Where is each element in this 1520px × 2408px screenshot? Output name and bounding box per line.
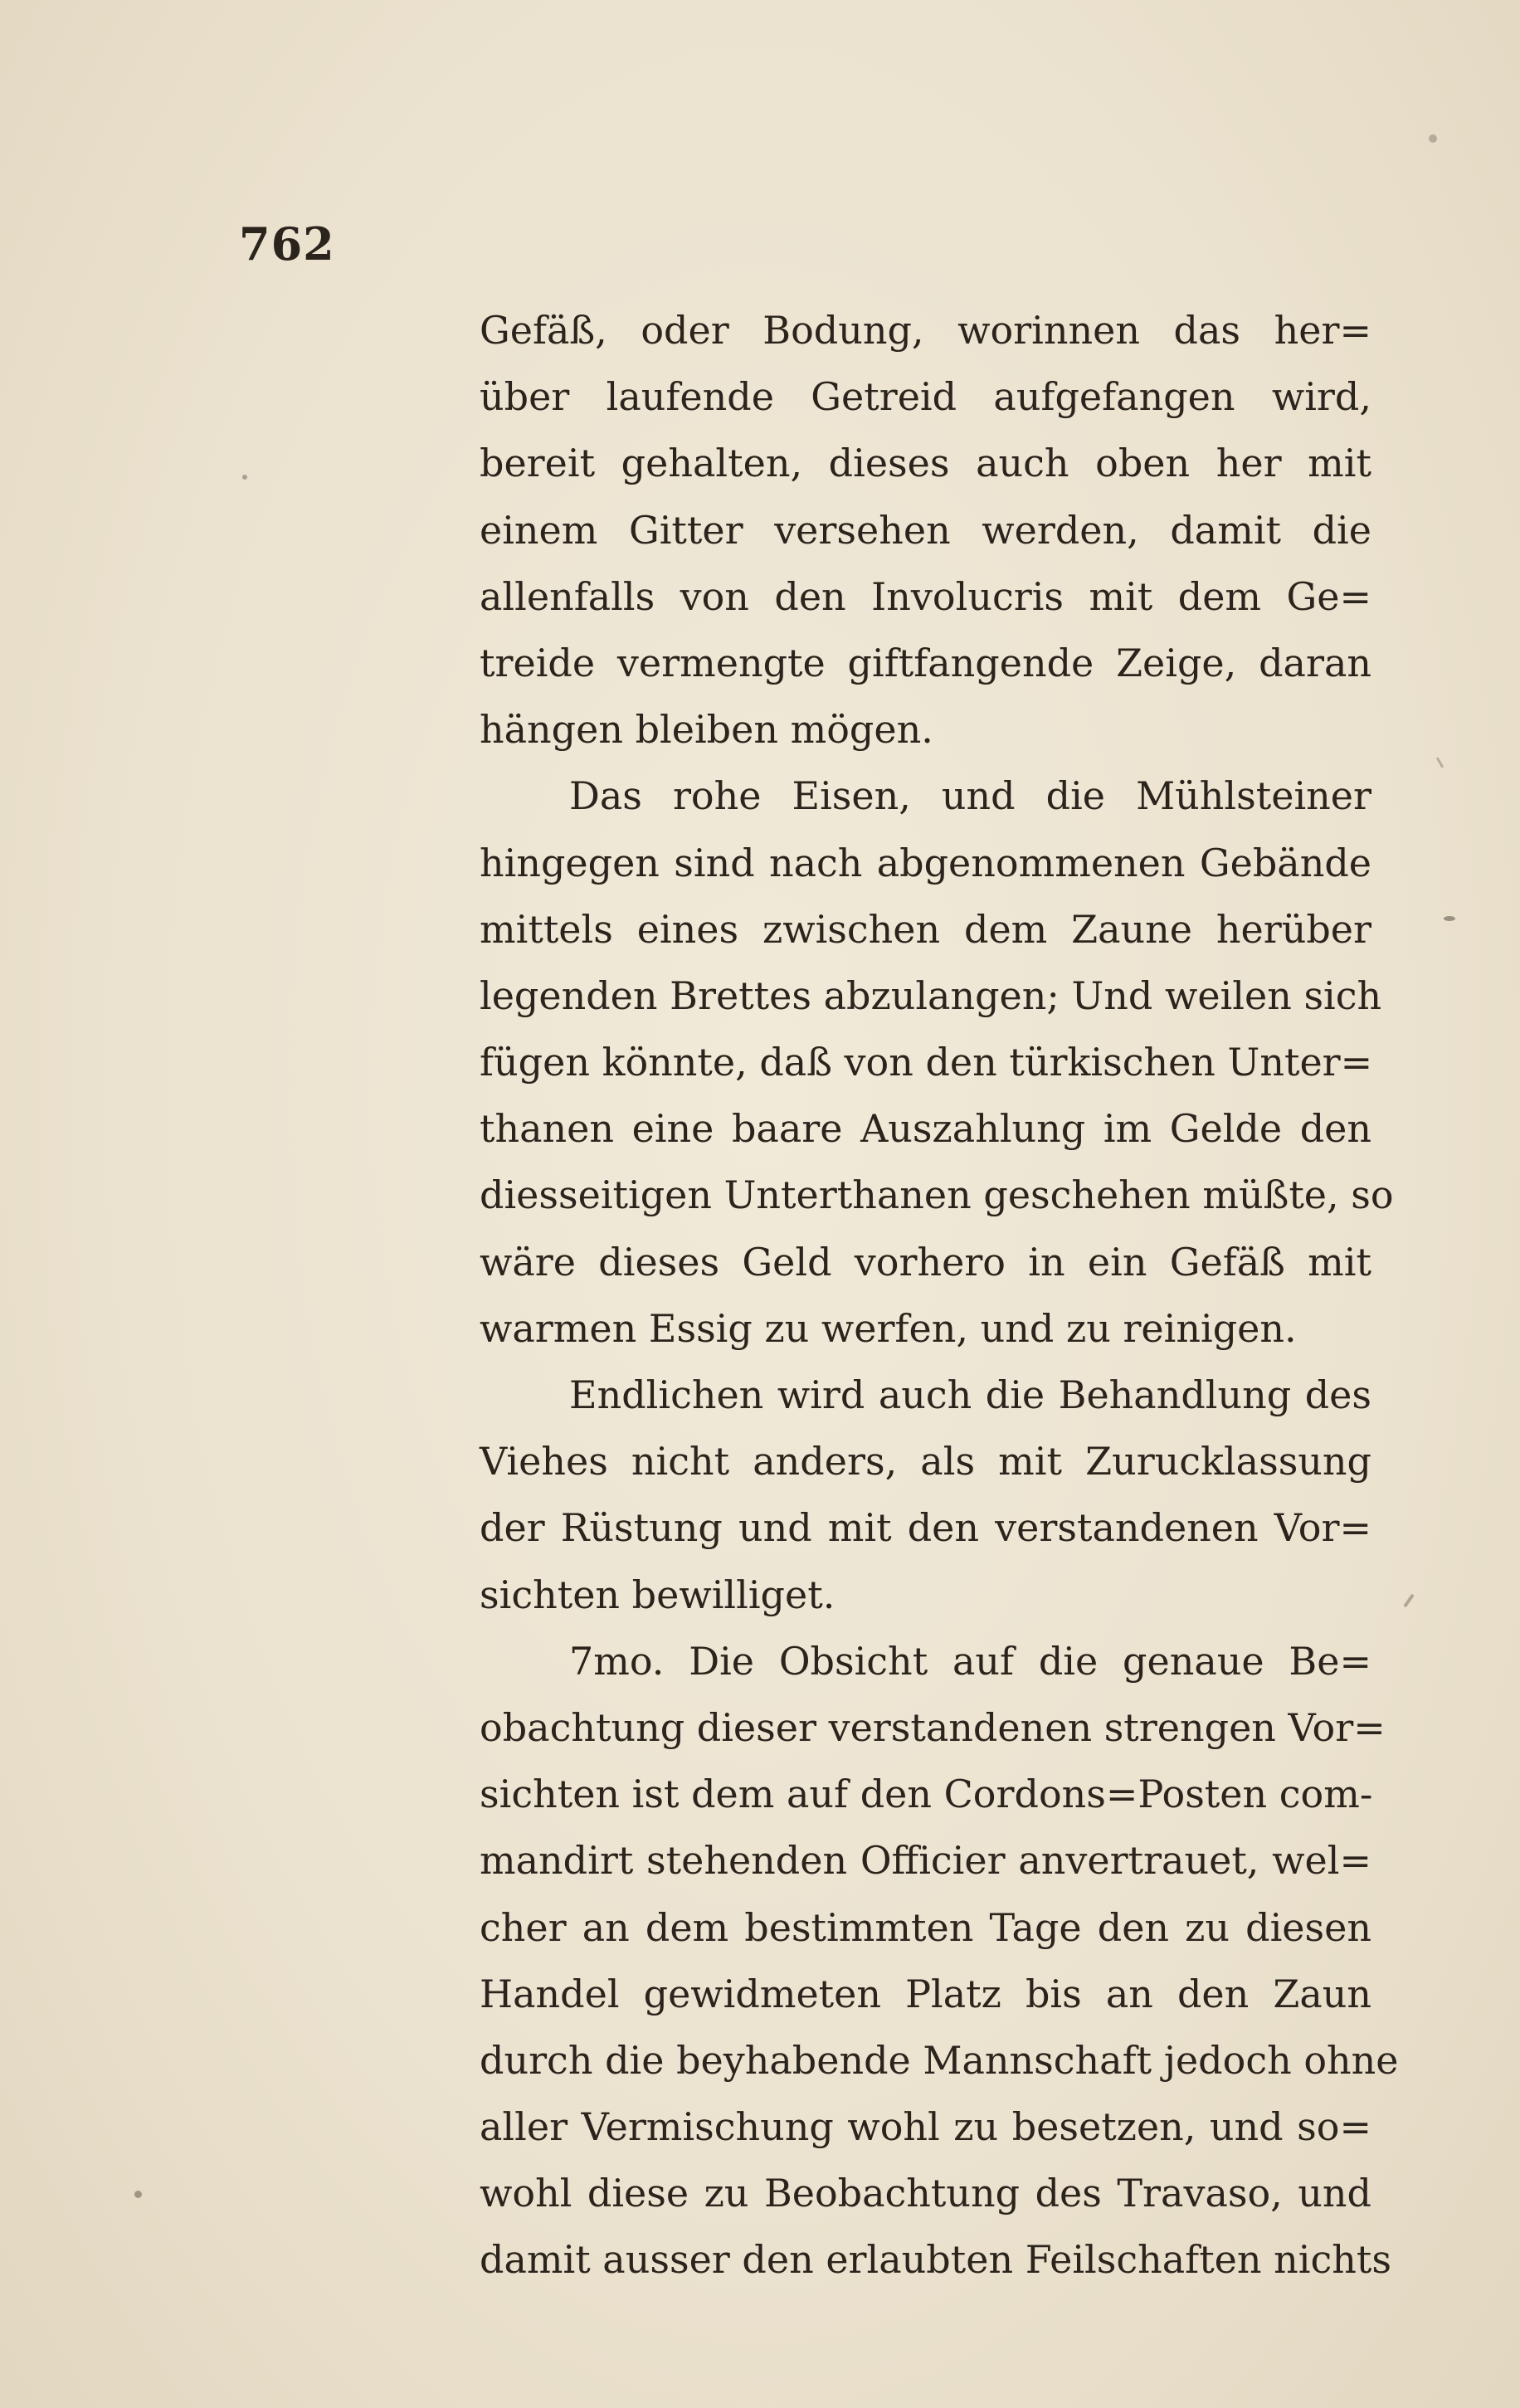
text-line: wäre dieses Geld vorhero in ein Gefäß mit [480, 1239, 1371, 1284]
text-line: Gefäß, oder Bodung, worinnen das her= [480, 308, 1371, 353]
text-line: cher an dem bestimmten Tage den zu diesen [480, 1904, 1371, 1950]
paper-speck [1429, 134, 1437, 143]
paper-speck [1444, 916, 1455, 921]
paper-speck [242, 475, 247, 480]
text-line: mittels eines zwischen dem Zaune herüber [480, 906, 1371, 952]
text-line: Viehes nicht anders, als mit Zurucklassung [480, 1439, 1371, 1484]
text-line: thanen eine baare Auszahlung im Gelde den [480, 1106, 1371, 1152]
text-line: der Rüstung und mit den verstandenen Vor= [480, 1505, 1371, 1551]
text-line: Handel gewidmeten Platz bis an den Zaun [480, 1971, 1371, 2016]
text-line: treide vermengte giftfangende Zeige, daran [480, 640, 1371, 685]
text-line: über laufende Getreid aufgefangen wird, [480, 374, 1371, 420]
text-line: damit ausser den erlaubten Feilschaften nichts [480, 2237, 1391, 2283]
text-line: bereit gehalten, dieses auch oben her mit [480, 441, 1371, 486]
text-line: durch die beyhabende Mannschaft jedoch ohne [480, 2037, 1399, 2083]
text-line: aller Vermischung wohl zu besetzen, und so= [480, 2104, 1371, 2150]
text-line: mandirt stehenden Officier anvertrauet, wel= [480, 1838, 1371, 1884]
text-line: wohl diese zu Beobachtung des Travaso, und [480, 2171, 1371, 2216]
paragraph-start-line: Das rohe Eisen, und die Mühlsteiner [569, 773, 1371, 819]
paper-speck [1436, 757, 1444, 768]
paper-speck [134, 2191, 142, 2198]
text-line: warmen Essig zu werfen, und zu reinigen. [480, 1305, 1297, 1351]
text-line: sichten ist dem auf den Cordons=Posten com- [480, 1772, 1373, 1817]
text-line: fügen könnte, daß von den türkischen Unter= [480, 1040, 1373, 1085]
paper-speck [1403, 1593, 1415, 1607]
text-line: sichten bewilliget. [480, 1572, 836, 1617]
paragraph-start-line: 7mo. Die Obsicht auf die genaue Be= [569, 1638, 1371, 1684]
body-text [480, 297, 1399, 2293]
text-line: einem Gitter versehen werden, damit die [480, 507, 1371, 553]
text-line: hingegen sind nach abgenommenen Gebände [480, 840, 1371, 885]
text-line: legenden Brettes abzulangen; Und weilen sich [480, 972, 1382, 1018]
text-line: obachtung dieser verstandenen strengen Vor= [480, 1704, 1386, 1750]
page-number: 762 [239, 217, 335, 271]
paragraph-start-line: Endlichen wird auch die Behandlung des [569, 1372, 1371, 1417]
text-line: hängen bleiben mögen. [480, 707, 933, 753]
text-line: diesseitigen Unterthanen geschehen müßte, so [480, 1172, 1394, 1218]
text-line: allenfalls von den Involucris mit dem Ge= [480, 573, 1371, 619]
